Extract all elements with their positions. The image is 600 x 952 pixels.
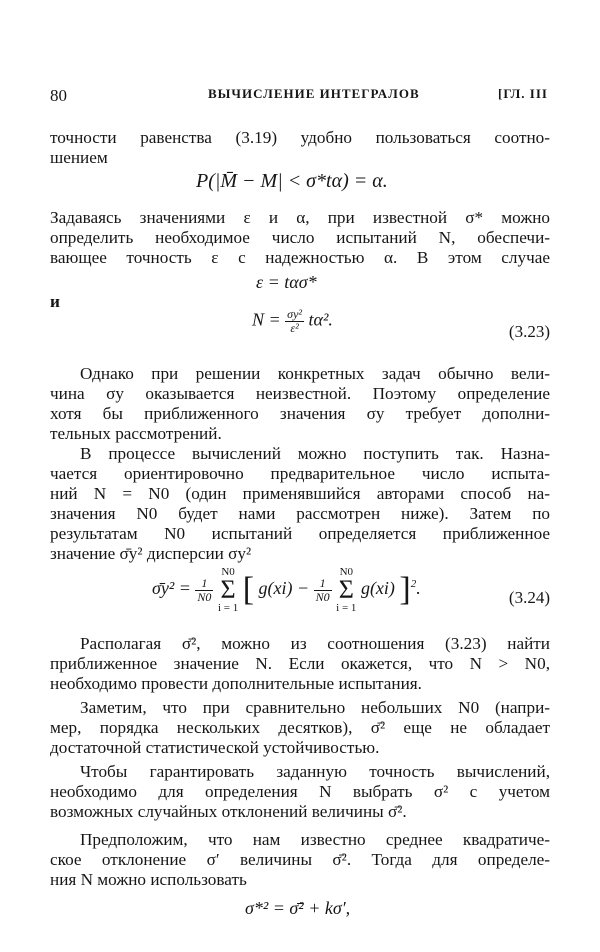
text-line: ния N можно использовать	[50, 870, 247, 889]
formula-rhs: tα².	[308, 309, 333, 330]
text-line: и	[50, 292, 60, 311]
text-line: Располагая σ̄², можно из соотношения (3.23) найти	[80, 634, 550, 653]
formula-epsilon: ε = tασ*	[256, 272, 317, 292]
formula-probability: P(|M̄ − M| < σ*tα) = α.	[196, 170, 388, 192]
text-line: хотя бы приближенного значения σy требует дополни-	[50, 404, 550, 423]
right-bracket: ]	[399, 571, 411, 608]
term-g: g(xi)	[360, 578, 395, 599]
text-line: Задаваясь значениями ε и α, при известной σ* можно	[50, 208, 550, 227]
fraction-denominator: N0	[315, 589, 330, 604]
formula-sigma-star: σ*² = σ̄² + kσ′,	[245, 898, 351, 918]
page-number: 80	[50, 86, 67, 105]
text-line: значения N0 будет нами рассмотрен ниже). Затем по	[50, 504, 550, 523]
fraction	[314, 577, 332, 604]
formula-3-23	[252, 308, 333, 335]
fraction-denominator: N0	[197, 589, 212, 604]
text-line: шением	[50, 148, 108, 167]
formula-lhs: σ̄y² =	[152, 578, 191, 599]
fraction-numerator: 1	[195, 577, 213, 591]
text-line: чина σy оказывается неизвестной. Поэтому определение	[50, 384, 550, 403]
text-line: результатам N0 испытаний определяется приближенное	[50, 524, 550, 543]
left-bracket: [	[242, 571, 255, 608]
text-line: достаточной статистической устойчивостью.	[50, 738, 380, 757]
sum-lower-limit: i = 1	[336, 602, 357, 614]
chapter-marker: [ГЛ. III	[497, 86, 548, 101]
text-line: тельных рассмотрений.	[50, 424, 222, 443]
running-title: ВЫЧИСЛЕНИЕ ИНТЕГРАЛОВ	[208, 86, 420, 101]
summation	[336, 566, 356, 614]
text-line: Чтобы гарантировать заданную точность вычислений,	[80, 762, 550, 781]
text-line: приближенное значение N. Если окажется, что N > N0,	[50, 654, 550, 673]
term-g: g(xi) −	[258, 578, 310, 599]
text-line: Заметим, что при сравнительно небольших N0 (напри-	[80, 698, 550, 717]
text-line: точности равенства (3.19) удобно пользоваться соотно-	[50, 128, 550, 147]
exponent: 2	[410, 578, 417, 591]
text-line: необходимо для определения N выбрать σ² с учетом	[50, 782, 550, 801]
equation-number: (3.24)	[508, 588, 550, 607]
text-line: возможных случайных отклонений величины σ̄².	[50, 802, 407, 821]
text-line: Предположим, что нам известно среднее квадратиче-	[80, 830, 550, 849]
text-line: ское отклонение σ′ величины σ̄². Тогда для определе-	[50, 850, 550, 869]
text-line: значение σ̄y² дисперсии σy²	[50, 544, 252, 563]
sigma-symbol: Σ	[338, 575, 354, 604]
equation-number: (3.23)	[508, 322, 550, 341]
fraction	[195, 577, 213, 604]
text-line: В процессе вычислений можно поступить так. Назна-	[80, 444, 550, 463]
sigma-symbol: Σ	[220, 575, 236, 604]
sum-upper-limit: N0	[339, 566, 354, 578]
sum-lower-limit: i = 1	[217, 602, 239, 614]
text-line: определить необходимое число испытаний N, обеспечи-	[50, 228, 550, 247]
text-line: вающее точность ε с надежностью α. В этом случае	[50, 248, 550, 267]
fraction-denominator: ε²	[290, 321, 299, 335]
text-line: ний N = N0 (один применявшийся авторами способ на-	[50, 484, 550, 503]
fraction-numerator: σy²	[287, 307, 302, 321]
text-line: мер, порядка нескольких десятков), σ̄² еще не обладает	[50, 718, 550, 737]
summation	[218, 566, 238, 614]
text-line: чается ориентировочно предварительное число испыта-	[50, 464, 550, 483]
text-line: необходимо провести дополнительные испытания.	[50, 674, 422, 693]
text-line: Однако при решении конкретных задач обычно вели-	[80, 364, 550, 383]
formula-lhs: N =	[252, 309, 281, 330]
fraction	[285, 308, 304, 335]
fraction-numerator: 1	[314, 577, 332, 591]
sum-upper-limit: N0	[221, 566, 235, 578]
formula-3-24: σ̄y² = $\frac{1}{N0}$ N0 Σ i = 1 [ g(xi) − $\frac{1}{N0}$ N0 Σ i = 1 g(xi) ]$^2$.	[152, 566, 421, 614]
